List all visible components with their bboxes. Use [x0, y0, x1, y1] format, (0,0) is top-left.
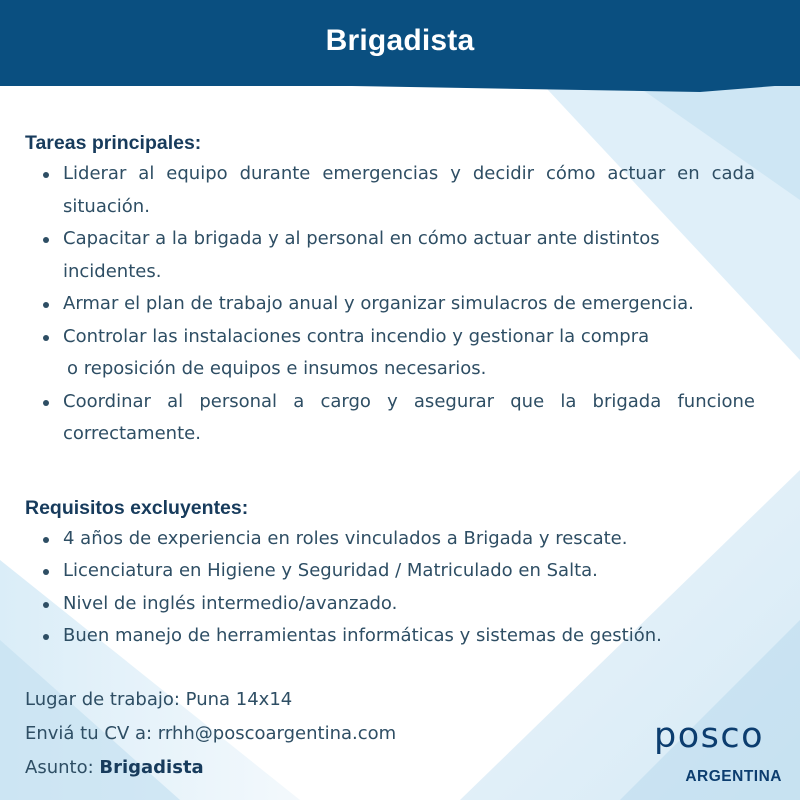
list-item: Controlar las instalaciones contra incendio y gestionar la compra [25, 321, 755, 354]
tasks-list-end [25, 386, 755, 451]
send-cv-text: Enviá tu CV a: rrhh@poscoargentina.com [25, 722, 397, 744]
posco-logo [642, 716, 782, 786]
list-item: Licenciatura en Higiene y Seguridad / Matriculado en Salta. [25, 555, 755, 588]
logo-brand: posco [654, 716, 765, 756]
list-item-continuation: o reposición de equipos e insumos necesarios. [67, 358, 487, 379]
page-title: Brigadista [325, 24, 475, 57]
requirements-heading: Requisitos excluyentes: [25, 496, 249, 519]
list-item: Nivel de inglés intermedio/avanzado. [25, 588, 755, 621]
job-description [25, 128, 755, 785]
tasks-heading: Tareas principales: [25, 132, 202, 154]
subject-value: Brigadista [99, 756, 204, 778]
list-item: Coordinar al personal a cargo y asegurar que la brigada funcione correctamente. [25, 386, 755, 451]
list-item: 4 años de experiencia en roles vinculados a Brigada y rescate. [25, 523, 755, 556]
tasks-list [25, 158, 755, 353]
subject-label: Asunto: [25, 756, 100, 778]
list-item: Liderar al equipo durante emergencias y decidir cómo actuar en cada situación. [25, 158, 755, 223]
requirements-list [25, 523, 755, 653]
list-item: Armar el plan de trabajo anual y organizar simulacros de emergencia. [25, 288, 755, 321]
list-item: Capacitar a la brigada y al personal en cómo actuar ante distintos incidentes. [25, 223, 755, 288]
workplace-text: Lugar de trabajo: Puna 14x14 [25, 688, 293, 710]
logo-subtitle: ARGENTINA [685, 768, 782, 785]
list-item: Buen manejo de herramientas informáticas y sistemas de gestión. [25, 620, 755, 653]
header-banner [0, 0, 800, 86]
